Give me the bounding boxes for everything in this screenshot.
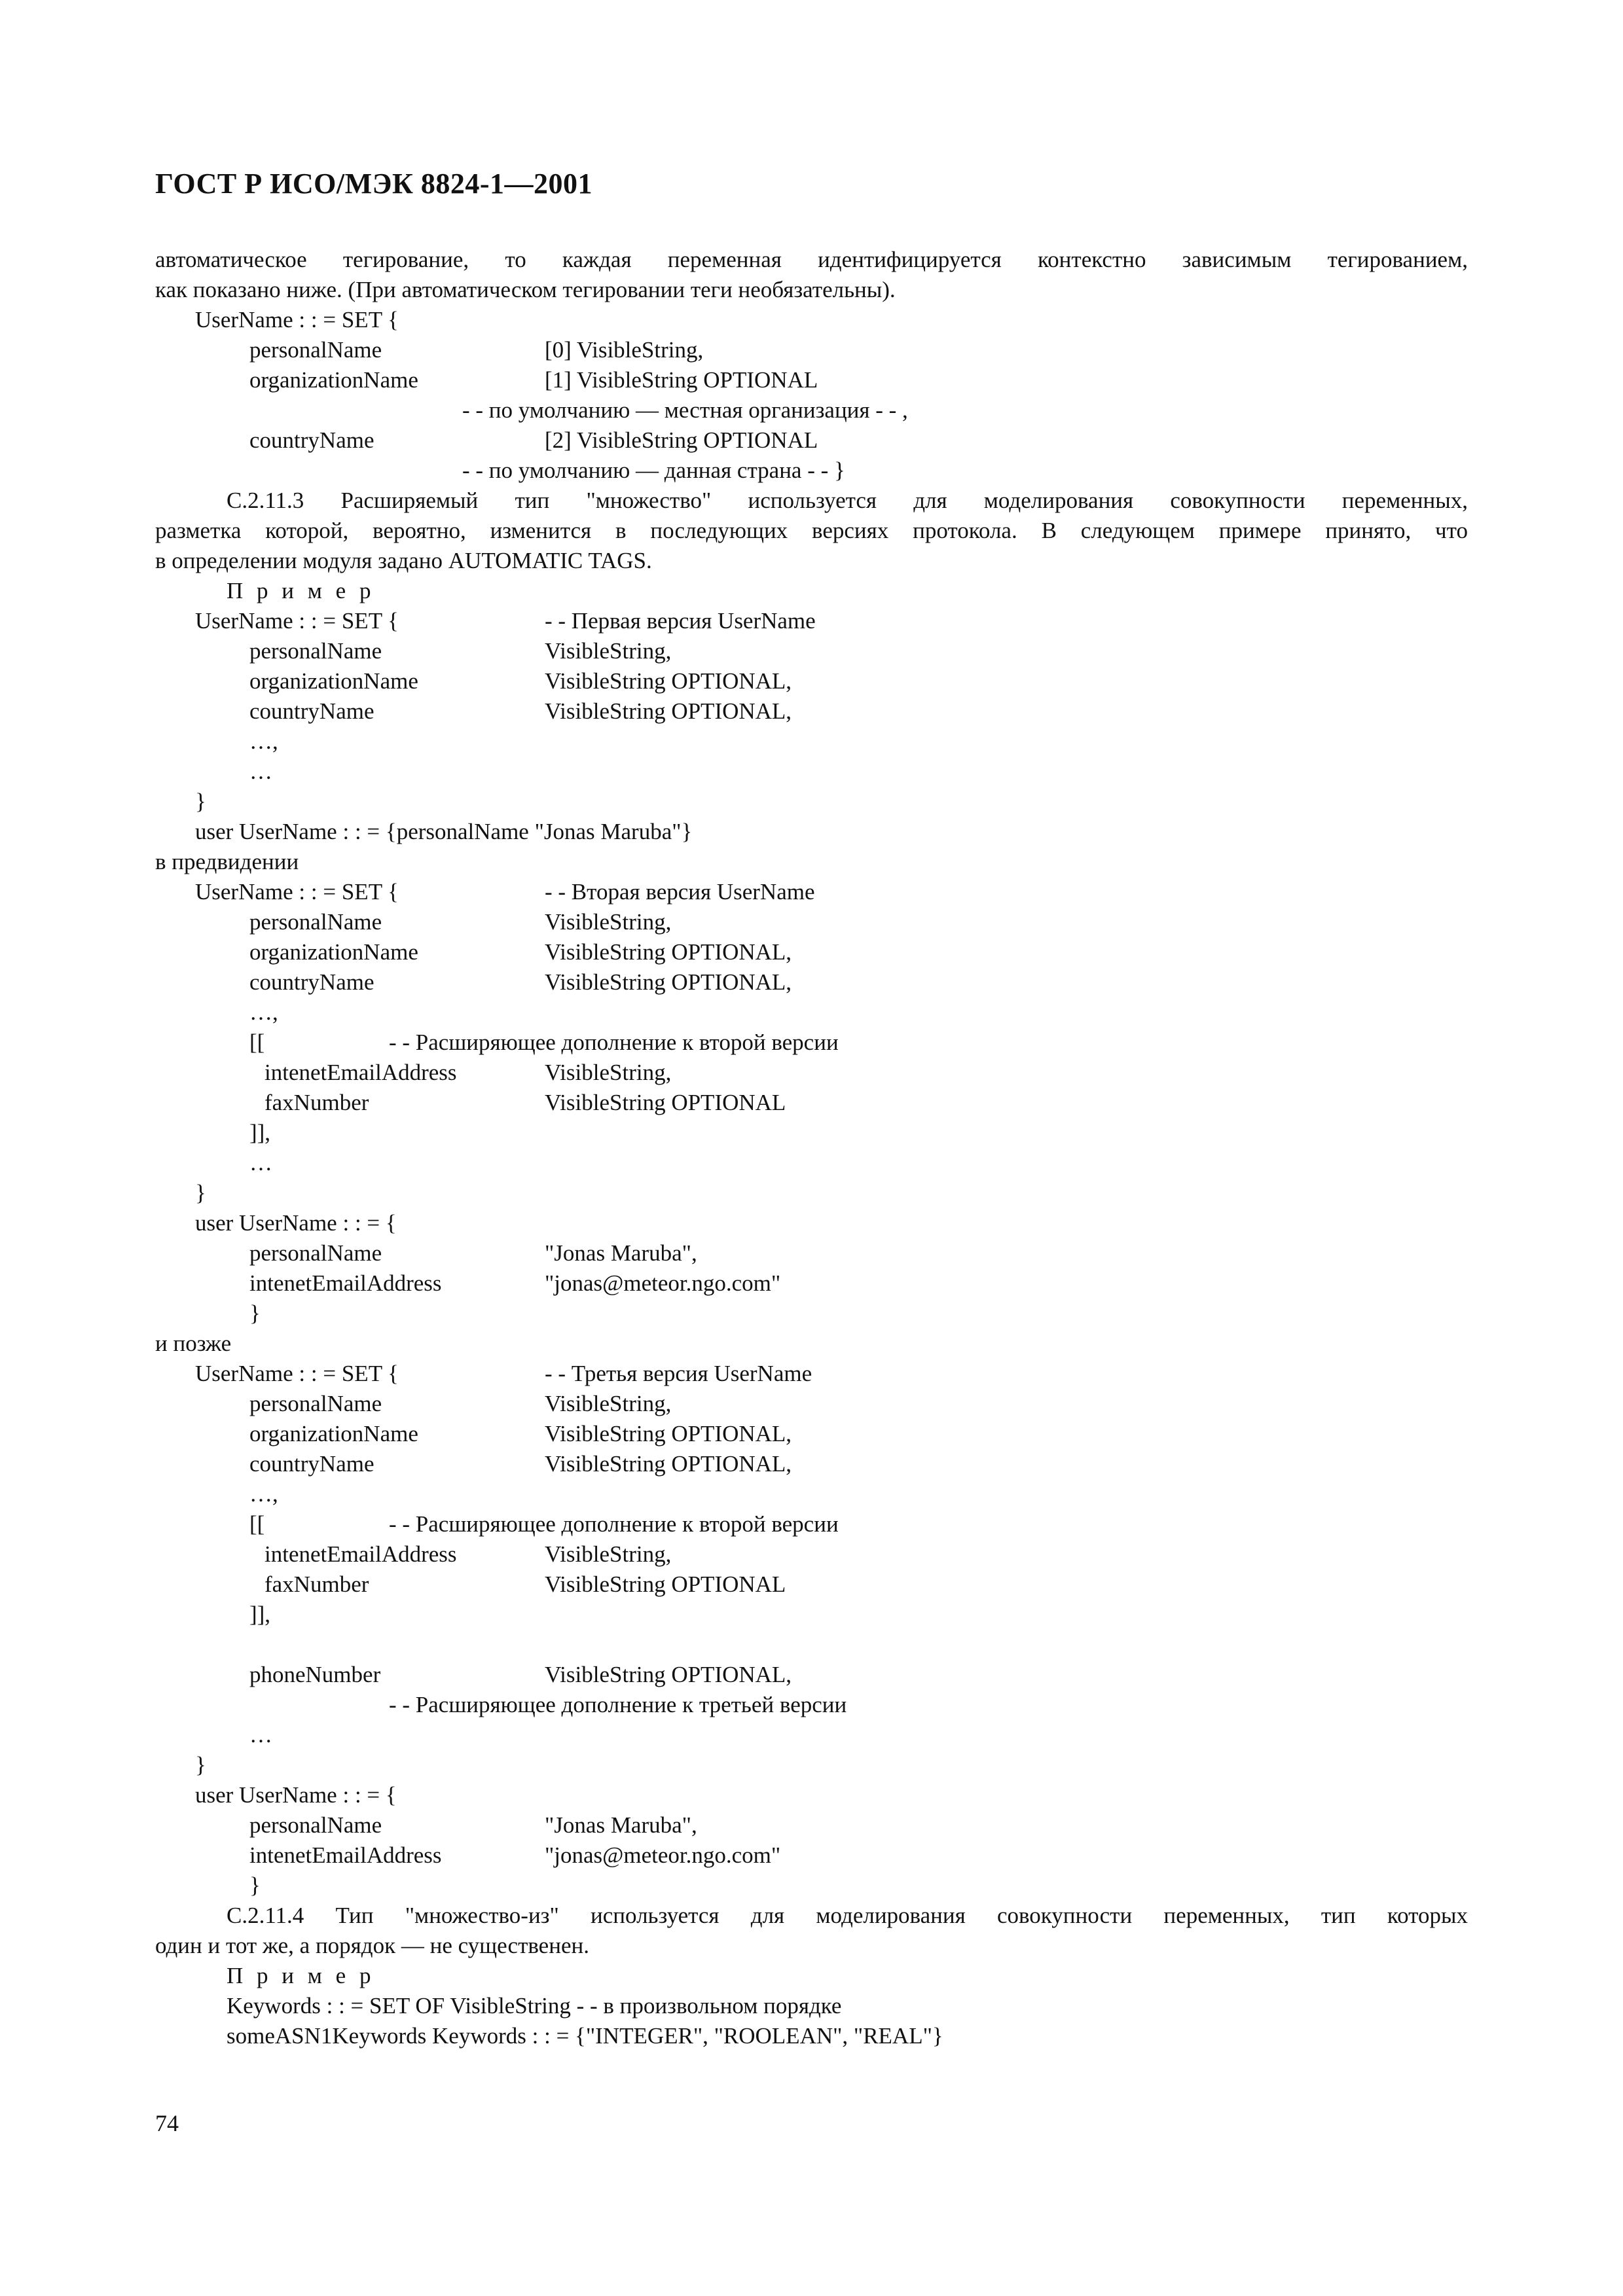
code1-head: UserName : : = SET { xyxy=(195,307,399,332)
v1-user-value: user UserName : : = {personalName "Jonas Maruba"} xyxy=(195,819,693,844)
v3-user-field-value: "Jonas Maruba", xyxy=(545,1812,697,1838)
v3-user-field-name: personalName xyxy=(249,1812,382,1838)
page-header-title: ГОСТ Р ИСО/МЭК 8824-1—2001 xyxy=(155,168,593,200)
v3-user-close: } xyxy=(249,1873,261,1898)
v3-field-name: phoneNumber xyxy=(249,1662,381,1687)
v2-ext-comment: - - Расширяющее дополнение к второй версии xyxy=(389,1030,839,1055)
v3-head: UserName : : = SET { xyxy=(195,1361,399,1386)
example-label: П р и м е р xyxy=(227,1963,375,1988)
code1-comment: - - по умолчанию — местная организация - - , xyxy=(462,397,908,423)
para-c2113-line-3: в определении модуля задано AUTOMATIC TAGS. xyxy=(155,548,652,573)
v2-ellipsis: …, xyxy=(249,999,278,1025)
code1-comment: - - по умолчанию — данная страна - - } xyxy=(462,457,845,483)
para-c2113-line-1: С.2.11.3 Расширяемый тип "множество" используется для моделирования совокупности переменных, xyxy=(227,488,1468,513)
v4-set-of-line: Keywords : : = SET OF VisibleString - - в произвольном порядке xyxy=(227,1993,842,2018)
v1-field-name: countryName xyxy=(249,698,374,724)
v1-field-name: personalName xyxy=(249,638,382,664)
example-label: П р и м е р xyxy=(227,578,375,603)
v2-ellipsis: … xyxy=(249,1150,272,1175)
para-c2114-line-1: С.2.11.4 Тип "множество-из" используется для моделирования совокупности переменных, тип которых xyxy=(227,1903,1468,1928)
v3-field-name: organizationName xyxy=(249,1421,418,1446)
v3-ext-field-name: intenetEmailAddress xyxy=(264,1541,457,1567)
v2-user-field-name: personalName xyxy=(249,1240,382,1266)
v3-field-name: personalName xyxy=(249,1391,382,1416)
v1-comment: - - Первая версия UserName xyxy=(545,608,816,634)
v1-ellipsis: … xyxy=(249,759,272,784)
v2-comment: - - Вторая версия UserName xyxy=(545,879,815,905)
v2-ext-field-name: faxNumber xyxy=(264,1090,369,1115)
v3-user-field-name: intenetEmailAddress xyxy=(249,1842,442,1868)
v3-ext-comment: - - Расширяющее дополнение к второй версии xyxy=(389,1511,839,1537)
v1-field-type: VisibleString OPTIONAL, xyxy=(545,668,792,694)
intro-line-2: как показано ниже. (При автоматическом тегировании теги необязательны). xyxy=(155,277,896,302)
page-number: 74 xyxy=(155,2110,179,2136)
v2-ext-open: [[ xyxy=(249,1030,265,1055)
v2-ext-field-type: VisibleString, xyxy=(545,1060,672,1085)
v3-ext-field-type: VisibleString OPTIONAL xyxy=(545,1571,786,1597)
v2-ext-close: ]], xyxy=(249,1120,271,1145)
v3-ext-close: ]], xyxy=(249,1602,271,1627)
v3-close: } xyxy=(195,1752,206,1778)
para-c2114-line-2: один и тот же, а порядок — не существенен. xyxy=(155,1933,589,1958)
v3-user-head: user UserName : : = { xyxy=(195,1782,397,1808)
v3-ext-open: [[ xyxy=(249,1511,265,1537)
v2-close: } xyxy=(195,1180,206,1206)
code1-field-type: [1] VisibleString OPTIONAL xyxy=(545,367,818,393)
intro-line-1: автоматическое тегирование, то каждая переменная идентифицируется контекстно зависимым тегированием, xyxy=(155,247,1468,272)
text-future: в предвидении xyxy=(155,849,299,874)
v3-field-type: VisibleString, xyxy=(545,1391,672,1416)
v1-head: UserName : : = SET { xyxy=(195,608,399,634)
v3-ellipsis: …, xyxy=(249,1481,278,1507)
v1-ellipsis: …, xyxy=(249,728,278,754)
code1-field-type: [0] VisibleString, xyxy=(545,337,704,363)
v3-comment: - - Третья версия UserName xyxy=(545,1361,812,1386)
v2-field-type: VisibleString OPTIONAL, xyxy=(545,939,792,965)
v1-field-name: organizationName xyxy=(249,668,418,694)
v2-field-name: organizationName xyxy=(249,939,418,965)
code1-field-type: [2] VisibleString OPTIONAL xyxy=(545,427,818,453)
v3-ext-comment: - - Расширяющее дополнение к третьей версии xyxy=(389,1692,847,1717)
v3-field-type: VisibleString OPTIONAL, xyxy=(545,1421,792,1446)
v2-field-name: countryName xyxy=(249,969,374,995)
v3-field-name: countryName xyxy=(249,1451,374,1477)
v2-user-field-value: "jonas@meteor.ngo.com" xyxy=(545,1270,781,1296)
text-later: и позже xyxy=(155,1331,232,1356)
v2-field-type: VisibleString, xyxy=(545,909,672,935)
v3-user-field-value: "jonas@meteor.ngo.com" xyxy=(545,1842,781,1868)
code1-field-name: countryName xyxy=(249,427,374,453)
v2-user-field-value: "Jonas Maruba", xyxy=(545,1240,697,1266)
code1-field-name: personalName xyxy=(249,337,382,363)
v1-close: } xyxy=(195,789,206,814)
v2-field-type: VisibleString OPTIONAL, xyxy=(545,969,792,995)
v2-head: UserName : : = SET { xyxy=(195,879,399,905)
para-c2113-line-2: разметка которой, вероятно, изменится в последующих версиях протокола. В следующем примере принято, что xyxy=(155,518,1468,543)
v3-field-type: VisibleString OPTIONAL, xyxy=(545,1662,792,1687)
v2-user-close: } xyxy=(249,1300,261,1326)
v4-value-line: someASN1Keywords Keywords : : = {"INTEGER", "ROOLEAN", "REAL"} xyxy=(227,2023,943,2049)
v2-user-field-name: intenetEmailAddress xyxy=(249,1270,442,1296)
v3-field-type: VisibleString OPTIONAL, xyxy=(545,1451,792,1477)
v1-field-type: VisibleString, xyxy=(545,638,672,664)
v2-user-head: user UserName : : = { xyxy=(195,1210,397,1236)
v2-ext-field-type: VisibleString OPTIONAL xyxy=(545,1090,786,1115)
v3-ellipsis: … xyxy=(249,1722,272,1748)
v3-ext-field-type: VisibleString, xyxy=(545,1541,672,1567)
v1-field-type: VisibleString OPTIONAL, xyxy=(545,698,792,724)
v2-ext-field-name: intenetEmailAddress xyxy=(264,1060,457,1085)
code1-field-name: organizationName xyxy=(249,367,418,393)
v3-ext-field-name: faxNumber xyxy=(264,1571,369,1597)
v2-field-name: personalName xyxy=(249,909,382,935)
